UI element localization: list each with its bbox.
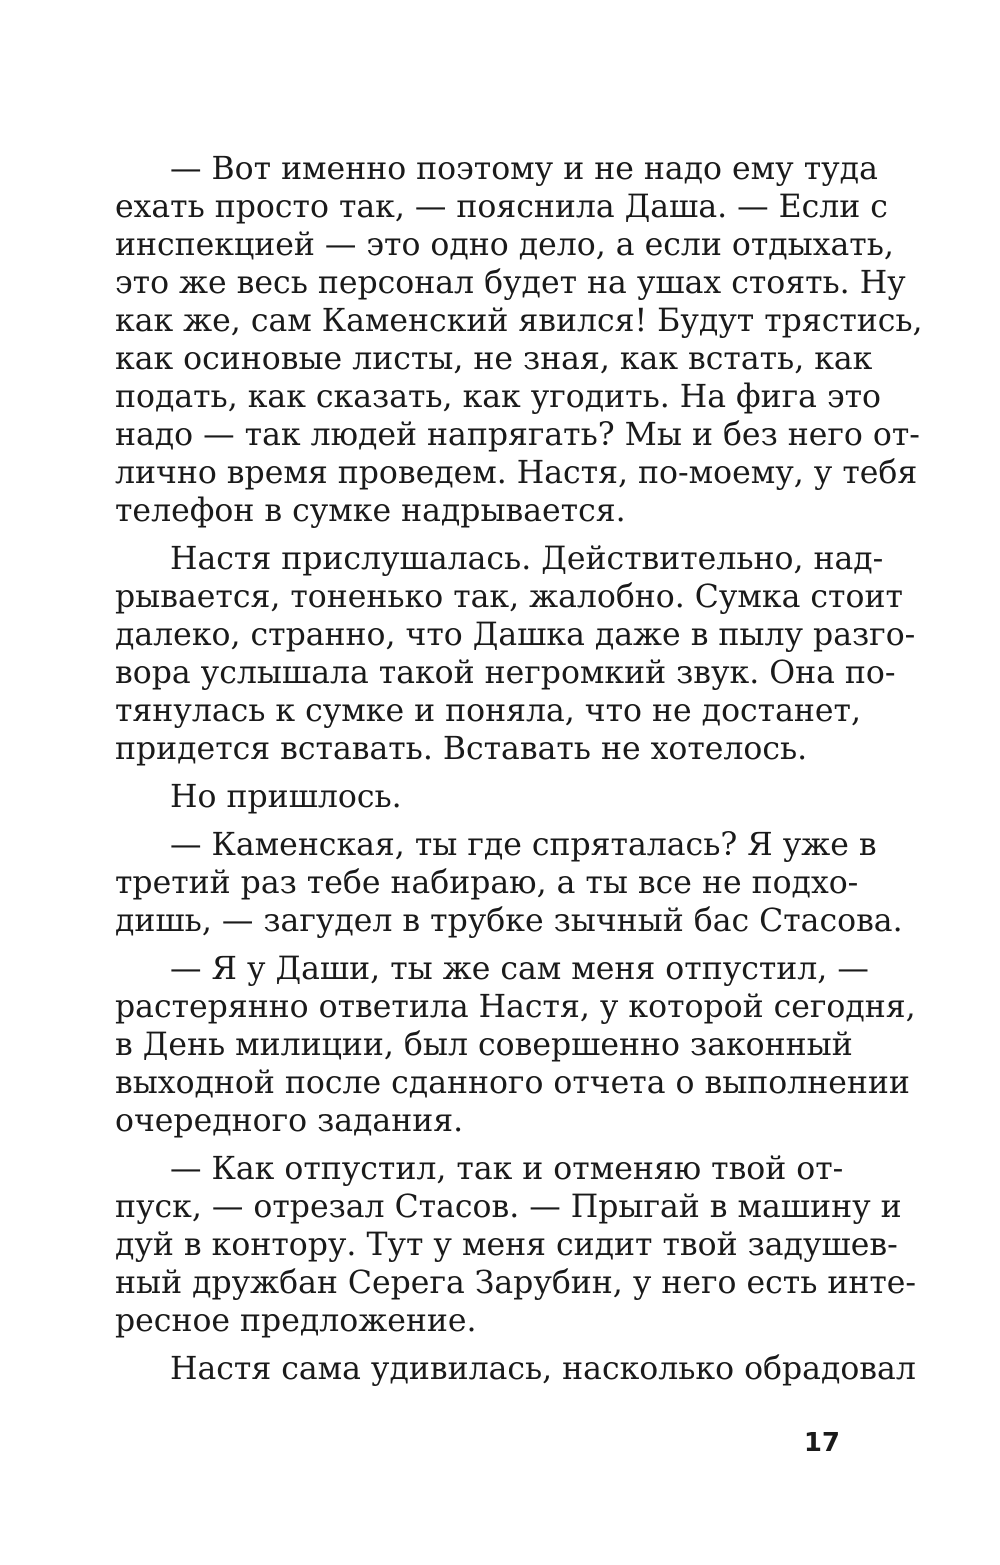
page-number: 17 xyxy=(803,1428,840,1458)
text-line: — Вот именно поэтому и не надо ему туда xyxy=(170,151,878,187)
text-line: вора услышала такой негромкий звук. Она по- xyxy=(115,655,896,691)
text-line: Настя прислушалась. Действительно, над- xyxy=(170,541,884,577)
text-line: Настя сама удивилась, насколько обрадовал xyxy=(170,1351,916,1387)
text-line: ехать просто так, — пояснила Даша. — Если с xyxy=(115,189,888,225)
text-line: как осиновые листы, не зная, как встать, как xyxy=(115,341,873,377)
text-line: надо — так людей напрягать? Мы и без него от- xyxy=(115,417,920,453)
text-line: очередного задания. xyxy=(115,1103,464,1139)
text-line: ный дружбан Серега Зарубин, у него есть инте- xyxy=(115,1265,917,1301)
text-line: инспекцией — это одно дело, а если отдыхать, xyxy=(115,227,894,263)
text-line: Но пришлось. xyxy=(170,779,402,815)
text-line: рывается, тоненько так, жалобно. Сумка стоит xyxy=(115,579,903,615)
text-line: дуй в контору. Тут у меня сидит твой задушев- xyxy=(115,1227,898,1263)
text-line: — Каменская, ты где спряталась? Я уже в xyxy=(170,827,877,863)
text-line: растерянно ответила Настя, у которой сегодня, xyxy=(115,989,916,1025)
text-line: — Я у Даши, ты же сам меня отпустил, — xyxy=(170,951,869,987)
text-line: придется вставать. Вставать не хотелось. xyxy=(115,731,808,767)
text-line: пуск, — отрезал Стасов. — Прыгай в машину и xyxy=(115,1189,902,1225)
text-line: как же, сам Каменский явился! Будут трястись, xyxy=(115,303,923,339)
text-line: лично время проведем. Настя, по-моему, у тебя xyxy=(115,455,918,491)
text-line: тянулась к сумке и поняла, что не достанет, xyxy=(115,693,861,729)
text-line: выходной после сданного отчета о выполнении xyxy=(115,1065,910,1101)
text-line: — Как отпустил, так и отменяю твой от- xyxy=(170,1151,844,1187)
text-line: подать, как сказать, как угодить. На фига это xyxy=(115,379,881,415)
text-line: далеко, странно, что Дашка даже в пылу разго- xyxy=(115,617,916,653)
text-line: третий раз тебе набираю, а ты все не подхо- xyxy=(115,865,859,901)
text-line: телефон в сумке надрывается. xyxy=(115,493,626,529)
text-line: в День милиции, был совершенно законный xyxy=(115,1027,853,1063)
text-line: ресное предложение. xyxy=(115,1303,477,1339)
text-line: это же весь персонал будет на ушах стоять. Ну xyxy=(115,265,906,301)
text-line: дишь, — загудел в трубке зычный бас Стасова. xyxy=(115,903,903,939)
